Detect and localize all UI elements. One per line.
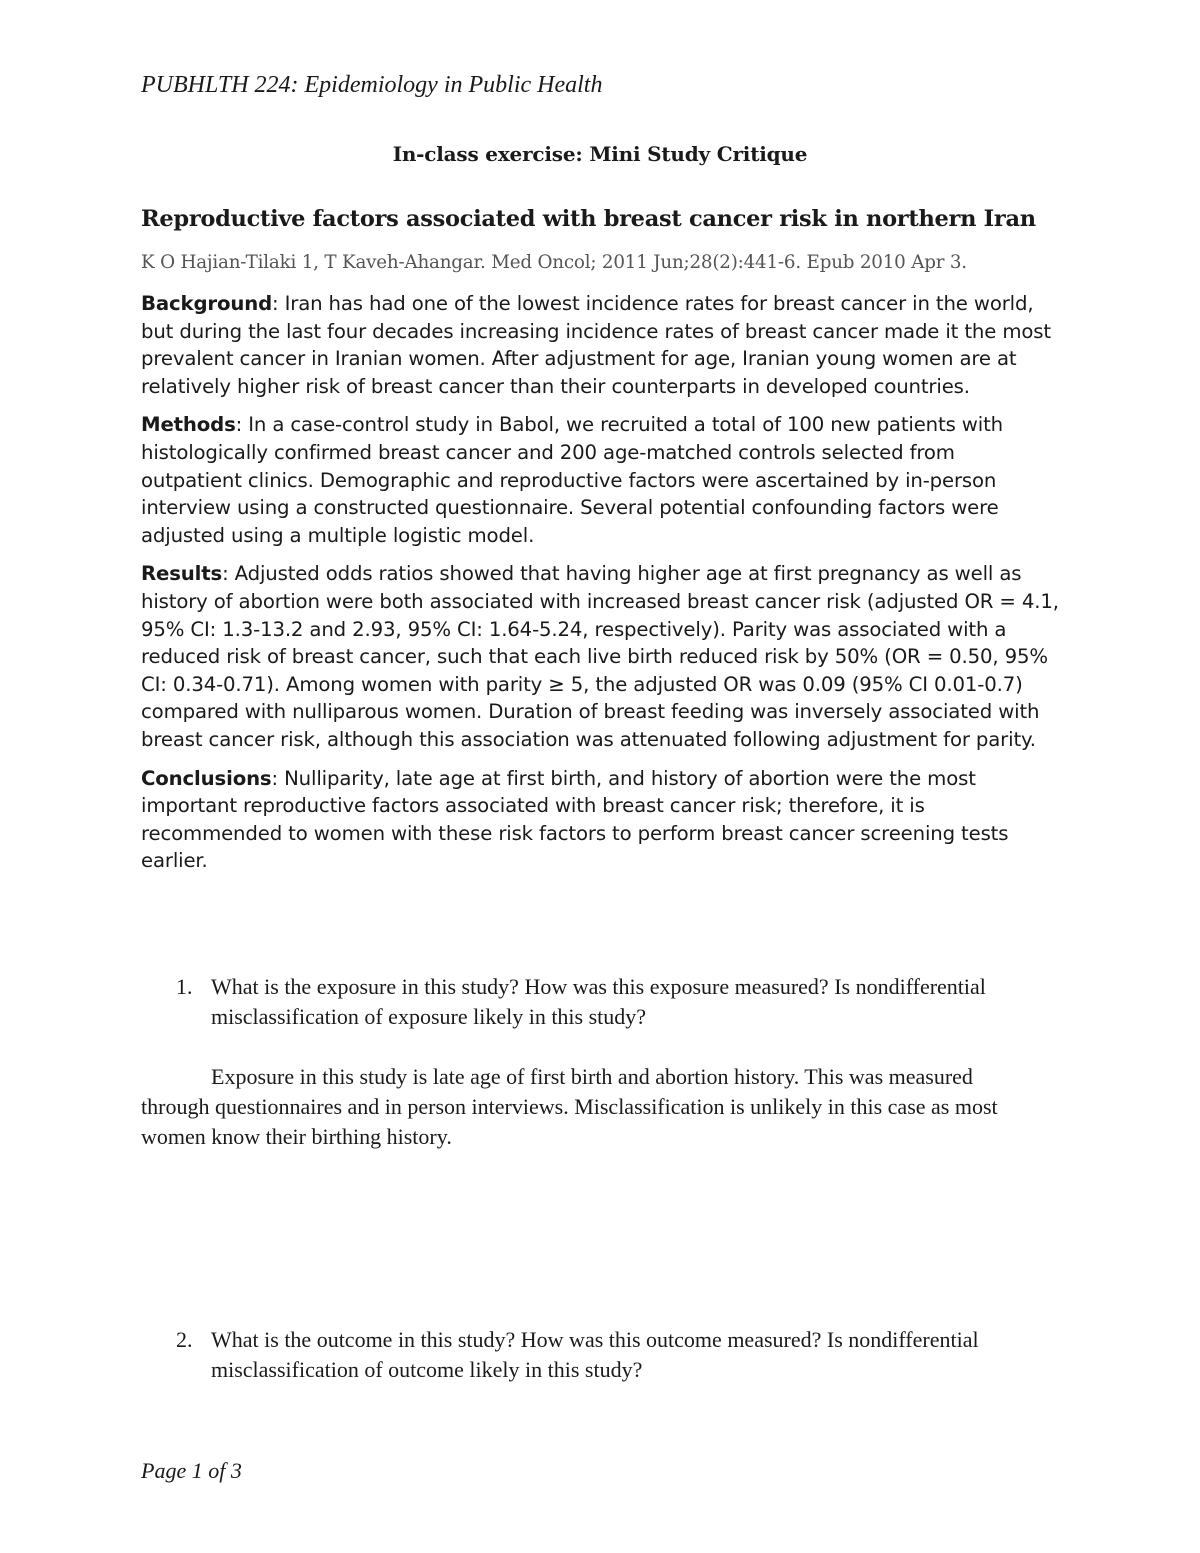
paper-title: Reproductive factors associated with breast cancer risk in northern Iran: [141, 206, 1036, 232]
methods-text: : In a case-control study in Babol, we recruited a total of 100 new patients with histologically confirmed breast cancer and 200 age-matched controls selected from outpatient clinics. Demographic and reproductive factors were ascertained by in-person interview using a constructed questionnaire. Several potential confounding factors were adjusted using a multiple logistic model.: [141, 413, 1003, 547]
abstract: [141, 290, 1061, 886]
conclusions-text: : Nulliparity, late age at first birth, and history of abortion were the most important reproductive factors associated with breast cancer risk; therefore, it is recommended to women with these risk factors to perform breast cancer screening tests earlier.: [141, 766, 1009, 873]
question-number: 1.: [176, 974, 193, 999]
question-text: What is the outcome in this study? How was this outcome measured? Is nondifferential misclassification of outcome likely in this study?: [211, 1327, 979, 1382]
background-text: : Iran has had one of the lowest incidence rates for breast cancer in the world, but during the last four decades increasing incidence rates of breast cancer made it the most prevalent cancer in Iranian women. After adjustment for age, Iranian young women are at relatively higher risk of breast cancer than their counterparts in developed countries.: [141, 292, 1051, 398]
question-text: What is the exposure in this study? How was this exposure measured? Is nondifferential misclassification of exposure likely in this study?: [211, 974, 986, 1029]
abstract-methods: [141, 411, 1061, 549]
paper-citation: K O Hajian-Tilaki 1, T Kaveh-Ahangar. Med Oncol; 2011 Jun;28(2):441-6. Epub 2010 Apr 3.: [141, 252, 967, 273]
exercise-title: In-class exercise: Mini Study Critique: [392, 142, 808, 166]
background-label: Background: [141, 292, 273, 315]
page-number: Page 1 of 3: [141, 1458, 242, 1483]
question-1: [141, 972, 1061, 1032]
abstract-conclusions: [141, 765, 1061, 875]
results-text: : Adjusted odds ratios showed that having higher age at first pregnancy as well as history of abortion were both associated with increased breast cancer risk (adjusted OR = 4.1, 95% CI: 1.3-13.2 and 2.93, 95% CI: 1.64-5.24, respectively). Parity was associated with a reduced risk of breast cancer, such that each live birth reduced risk by 50% (OR = 0.50, 95% CI: 0.34-0.71). Among women with parity ≥ 5, the adjusted OR was 0.09 (95% CI 0.01-0.7) compared with nulliparous women. Duration of breast feeding was inversely associated with breast cancer risk, although this association was attenuated following adjustment for parity.: [141, 562, 1059, 751]
conclusions-label: Conclusions: [141, 766, 272, 790]
document-header: PUBHLTH 224: Epidemiology in Public Health: [141, 72, 603, 98]
results-label: Results: [141, 562, 223, 586]
question-2: [141, 1325, 1061, 1385]
methods-label: Methods: [141, 413, 236, 437]
question-number: 2.: [176, 1327, 193, 1352]
answer-1: Exposure in this study is late age of first birth and abortion history. This was measured through questionnaires and in person interviews. Misclassification is unlikely in this case as most women know their birthing history.: [141, 1064, 998, 1149]
abstract-background: [141, 290, 1061, 400]
abstract-results: [141, 560, 1061, 753]
